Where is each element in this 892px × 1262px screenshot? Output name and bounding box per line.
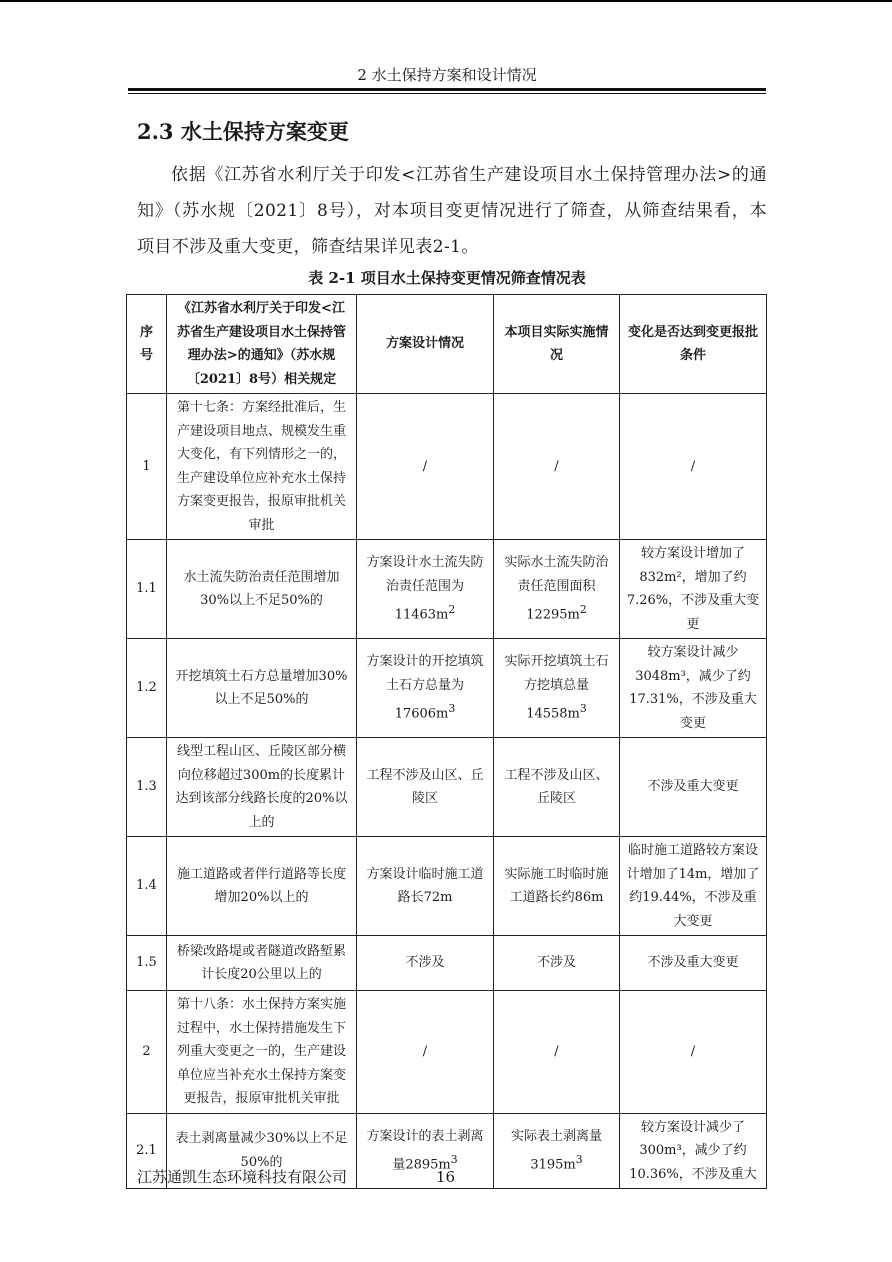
table-row bbox=[127, 991, 767, 1114]
header-design: 方案设计情况 bbox=[357, 295, 494, 394]
row-actual bbox=[494, 936, 620, 991]
row-result: / bbox=[620, 394, 767, 540]
section-paragraph: 依据《江苏省水利厅关于印发<江苏省生产建设项目水土保持管理办法>的通知》（苏水规〔2021〕8号），对本项目变更情况进行了筛查，从筛查结果看，本项目不涉及重大变更，筛查结果详见表2-1。 bbox=[137, 165, 767, 257]
screening-table bbox=[126, 294, 767, 1189]
row-rule: 施工道路或者伴行道路等长度增加20%以上的 bbox=[167, 837, 357, 936]
row-actual bbox=[494, 1113, 620, 1189]
header-result: 变化是否达到变更报批条件 bbox=[620, 295, 767, 394]
row-design bbox=[357, 639, 494, 738]
row-design-text: 工程不涉及山区、丘陵区 bbox=[366, 767, 484, 806]
page-top-border bbox=[0, 0, 892, 2]
row-design bbox=[357, 837, 494, 936]
row-design-sup: 2 bbox=[448, 603, 456, 617]
row-design-text: 方案设计的开挖填筑土石方总量为17606m bbox=[366, 654, 484, 722]
table-row bbox=[127, 540, 767, 639]
table-caption: 表 2-1 项目水土保持变更情况筛查情况表 bbox=[308, 269, 586, 287]
row-rule: 开挖填筑土石方总量增加30%以上不足50%的 bbox=[167, 639, 357, 738]
row-design bbox=[357, 991, 494, 1114]
row-actual-text: 实际表土剥离量3195m bbox=[510, 1128, 602, 1173]
row-design-text: 不涉及 bbox=[405, 955, 445, 971]
section-title: 2.3 水土保持方案变更 bbox=[137, 119, 349, 144]
row-design bbox=[357, 936, 494, 991]
row-result: 临时施工道路较方案设计增加了14m，增加了约19.44%，不涉及重大变更 bbox=[620, 837, 767, 936]
row-design bbox=[357, 1113, 494, 1189]
row-no: 1.1 bbox=[127, 540, 167, 639]
header-rule-thick bbox=[128, 88, 766, 91]
row-rule: 水土流失防治责任范围增加30%以上不足50%的 bbox=[167, 540, 357, 639]
row-rule: 第十七条：方案经批准后，生产建设项目地点、规模发生重大变化，有下列情形之一的，生产建设单位应补充水土保持方案变更报告，报原审批机关审批 bbox=[167, 394, 357, 540]
row-actual-sup: 3 bbox=[579, 702, 587, 716]
row-actual-sup: 2 bbox=[579, 603, 587, 617]
row-design-sup: 3 bbox=[448, 702, 456, 716]
table-header-row bbox=[127, 295, 767, 394]
row-no: 2.1 bbox=[127, 1113, 167, 1189]
row-result: 不涉及重大变更 bbox=[620, 738, 767, 837]
row-rule: 线型工程山区、丘陵区部分横向位移超过300m的长度累计达到该部分线路长度的20%以上的 bbox=[167, 738, 357, 837]
row-rule: 第十八条：水土保持方案实施过程中，水土保持措施发生下列重大变更之一的，生产建设单位应当补充水土保持方案变更报告，报原审批机关审批 bbox=[167, 991, 357, 1114]
row-actual bbox=[494, 540, 620, 639]
header-rule: 《江苏省水利厅关于印发<江苏省生产建设项目水土保持管理办法>的通知》（苏水规〔2021〕8号）相关规定 bbox=[167, 295, 357, 394]
row-actual-text: 实际开挖填筑土石方挖填总量14558m bbox=[504, 654, 609, 722]
row-design-text: 方案设计的表土剥离量2895m bbox=[366, 1128, 484, 1173]
row-no: 1.3 bbox=[127, 738, 167, 837]
row-actual-text: 不涉及 bbox=[536, 955, 576, 971]
header-no: 序号 bbox=[127, 295, 167, 394]
row-rule: 桥梁改路堤或者隧道改路堑累计长度20公里以上的 bbox=[167, 936, 357, 991]
row-no: 2 bbox=[127, 991, 167, 1114]
table-row bbox=[127, 639, 767, 738]
row-no: 1.4 bbox=[127, 837, 167, 936]
row-design-text: 方案设计水土流失防治责任范围为11463m bbox=[366, 555, 484, 623]
row-actual bbox=[494, 639, 620, 738]
row-actual-text: 工程不涉及山区、丘陵区 bbox=[504, 767, 609, 806]
row-actual-text: / bbox=[554, 458, 559, 474]
table-row bbox=[127, 837, 767, 936]
row-actual bbox=[494, 837, 620, 936]
footer-company: 江苏通凯生态环境科技有限公司 bbox=[137, 1168, 348, 1186]
row-design-text: / bbox=[422, 1044, 428, 1059]
row-actual bbox=[494, 738, 620, 837]
table-row bbox=[127, 394, 767, 540]
row-design-text: / bbox=[422, 458, 428, 474]
row-actual-text: 实际施工时临时施工道路长约86m bbox=[504, 866, 609, 905]
row-rule: 表土剥离量减少30%以上不足50%的 bbox=[167, 1113, 357, 1189]
page-number: 16 bbox=[436, 1168, 456, 1186]
row-actual bbox=[494, 394, 620, 540]
row-result: 不涉及重大变更 bbox=[620, 936, 767, 991]
header-rule-thin bbox=[128, 93, 766, 94]
row-actual-text: 实际水土流失防治责任范围面积12295m bbox=[504, 555, 609, 623]
row-actual-text: / bbox=[554, 1044, 559, 1059]
table-row bbox=[127, 738, 767, 837]
row-design bbox=[357, 394, 494, 540]
row-result: 较方案设计减少了300m³，减少了约10.36%，不涉及重大 bbox=[620, 1113, 767, 1189]
row-no: 1.2 bbox=[127, 639, 167, 738]
row-design-text: 方案设计临时施工道路长72m bbox=[366, 866, 484, 905]
row-no: 1 bbox=[127, 394, 167, 540]
row-no: 1.5 bbox=[127, 936, 167, 991]
running-header: 2 水土保持方案和设计情况 bbox=[357, 66, 537, 84]
table-row bbox=[127, 936, 767, 991]
row-design bbox=[357, 540, 494, 639]
row-design bbox=[357, 738, 494, 837]
row-result: / bbox=[620, 991, 767, 1114]
row-result: 较方案设计增加了832m²，增加了约7.26%，不涉及重大变更 bbox=[620, 540, 767, 639]
row-actual-sup: 3 bbox=[575, 1153, 583, 1167]
row-design-sup: 3 bbox=[450, 1153, 458, 1167]
row-result: 较方案设计减少3048m³，减少了约17.31%，不涉及重大变更 bbox=[620, 639, 767, 738]
header-actual: 本项目实际实施情况 bbox=[494, 295, 620, 394]
row-actual bbox=[494, 991, 620, 1114]
